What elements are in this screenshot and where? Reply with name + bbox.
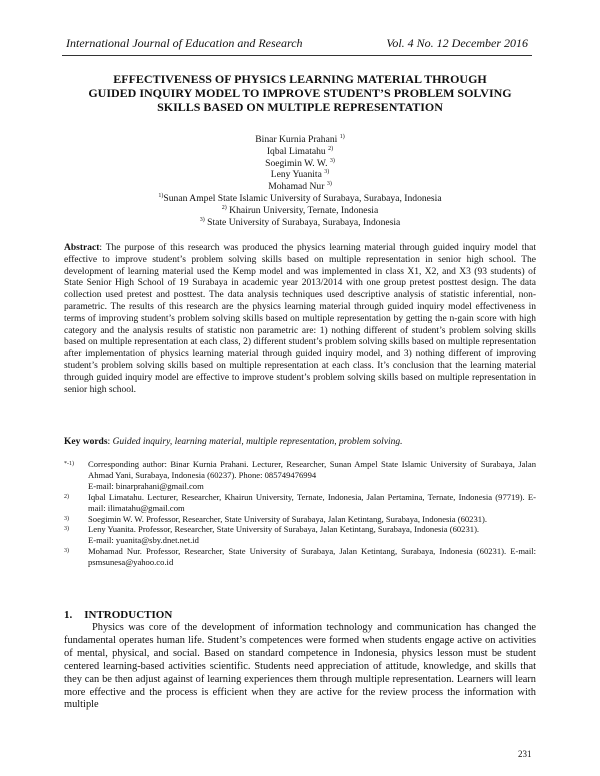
footnotes xyxy=(64,459,536,568)
section-title: INTRODUCTION xyxy=(84,609,173,621)
footnote: *-1) Corresponding author: Binar Kurnia Prahani. Lecturer, Researcher, Sunan Ampel State Islamic University of Surabaya, Jalan Ahmad Yani, Surabaya, Indonesia (60237). Phone: 085749476994 E-mail: binarprahani@gmail.com xyxy=(64,459,536,491)
author: Iqbal Limatahu $^{2)}$ xyxy=(266,145,334,157)
affiliation: $^{2)}$ Khairun University, Ternate, Indonesia xyxy=(221,204,379,216)
title-line: EFFECTIVENESS OF PHYSICS LEARNING MATERIAL THROUGH xyxy=(113,72,487,86)
header-rule xyxy=(62,55,532,56)
section-heading xyxy=(64,609,172,621)
journal-name: International Journal of Education and Research xyxy=(66,36,303,50)
introduction-body xyxy=(64,622,536,712)
paragraph: Physics was core of the development of information technology and communication has changed the fundamental operates human life. Student’s competences were formed when students engage active on activities of mental, physical, and social. Based on standard competence in Indonesia, physics lesson must be student centered learning-based activities scientific. Students need appreciation of attitude, knowledge, and skills that they can be then adjust against of learning experiences them through multiple representation. Learners will learn more effective and the process is efficient when they are active for the review process the information with multiple xyxy=(64,622,536,711)
section-number: 1. xyxy=(64,609,73,621)
footnote: 3) Mohamad Nur. Professor, Researcher, State University of Surabaya, Jalan Ketintang, Surabaya, Indonesia (60231). E-mail: psmsunesa@yahoo.co.id xyxy=(64,546,536,568)
abstract-text: : The purpose of this research was produced the physics learning material through guided inquiry model that effective to improve student’s problem solving skills based on multiple representation in senior high school. The development of learning material used the Kemp model and was implemented in class X1, X2, and X3 (93 students) of State Senior High School of 19 Surabaya in academic year 2013/2014 with one group pretest posttest design. The data collection used pretest and posttest. The data analysis techniques used descriptive analysis of statistic inferential, non-parametric. The results of this research are the physics learning material through guided inquiry model effectiveness in terms of improving student’s problem solving skills based on multiple representation by getting the n-gain score with high category and the analysis results of statistic non parametric are: 1) nothing different of student’s problem solving skills based on multiple representation at each class, 2) different student’s problem solving skills based on multiple representation after implementation of physics learning material through guided inquiry model, and 3) nothing different of improving student’s problem solving skills based on multiple representation at each class. It’s conclusion that the learning material through guided inquiry model are effective to improve student’s problem solving skills based on multiple representation in senior high school. xyxy=(64,243,536,395)
footnote: 3) Soegimin W. W. Professor, Researcher, State University of Surabaya, Jalan Ketintang, Surabaya, Indonesia (60231). xyxy=(64,513,488,524)
abstract xyxy=(64,243,536,396)
author: Mohamad Nur $^{3)}$ xyxy=(268,181,332,193)
title-line: GUIDED INQUIRY MODEL TO IMPROVE STUDENT’S PROBLEM SOLVING xyxy=(88,86,512,100)
running-header xyxy=(66,36,528,51)
footnote: 2) Iqbal Limatahu. Lecturer, Researcher, Khairun University, Ternate, Indonesia, Jalan Pertamina, Ternate, Indonesia (97719). E-mail: ilimatahu@gmail.com xyxy=(64,491,536,513)
page-number: 231 xyxy=(518,749,532,759)
author-block xyxy=(80,134,520,228)
author: Binar Kurnia Prahani $^{1)}$ xyxy=(255,134,345,145)
affiliation: $^{1)}$Sunan Ampel State Islamic University of Surabaya, Surabaya, Indonesia xyxy=(158,192,442,204)
author: Leny Yuanita $^{3)}$ xyxy=(270,169,330,181)
abstract-label: Abstract xyxy=(64,243,100,253)
footnote: 3) Leny Yuanita. Professor, Researcher, State University of Surabaya, Jalan Ketintang, Surabaya, Indonesia (60231). E-mail: yuanita@sby.dnet.net.id xyxy=(64,524,480,546)
keywords-text: Guided inquiry, learning material, multiple representation, problem solving. xyxy=(112,437,403,447)
journal-issue: Vol. 4 No. 12 December 2016 xyxy=(386,36,528,50)
keywords: Key words: Guided inquiry, learning material, multiple representation, problem solving. xyxy=(64,437,403,447)
author: Soegimin W. W. $^{3)}$ xyxy=(265,157,335,169)
title-line: SKILLS BASED ON MULTIPLE REPRESENTATION xyxy=(157,100,443,114)
affiliation: $^{3)}$ State University of Surabaya, Surabaya, Indonesia xyxy=(199,216,401,228)
keywords-label: Key words xyxy=(64,437,108,447)
paper-title xyxy=(60,72,540,114)
